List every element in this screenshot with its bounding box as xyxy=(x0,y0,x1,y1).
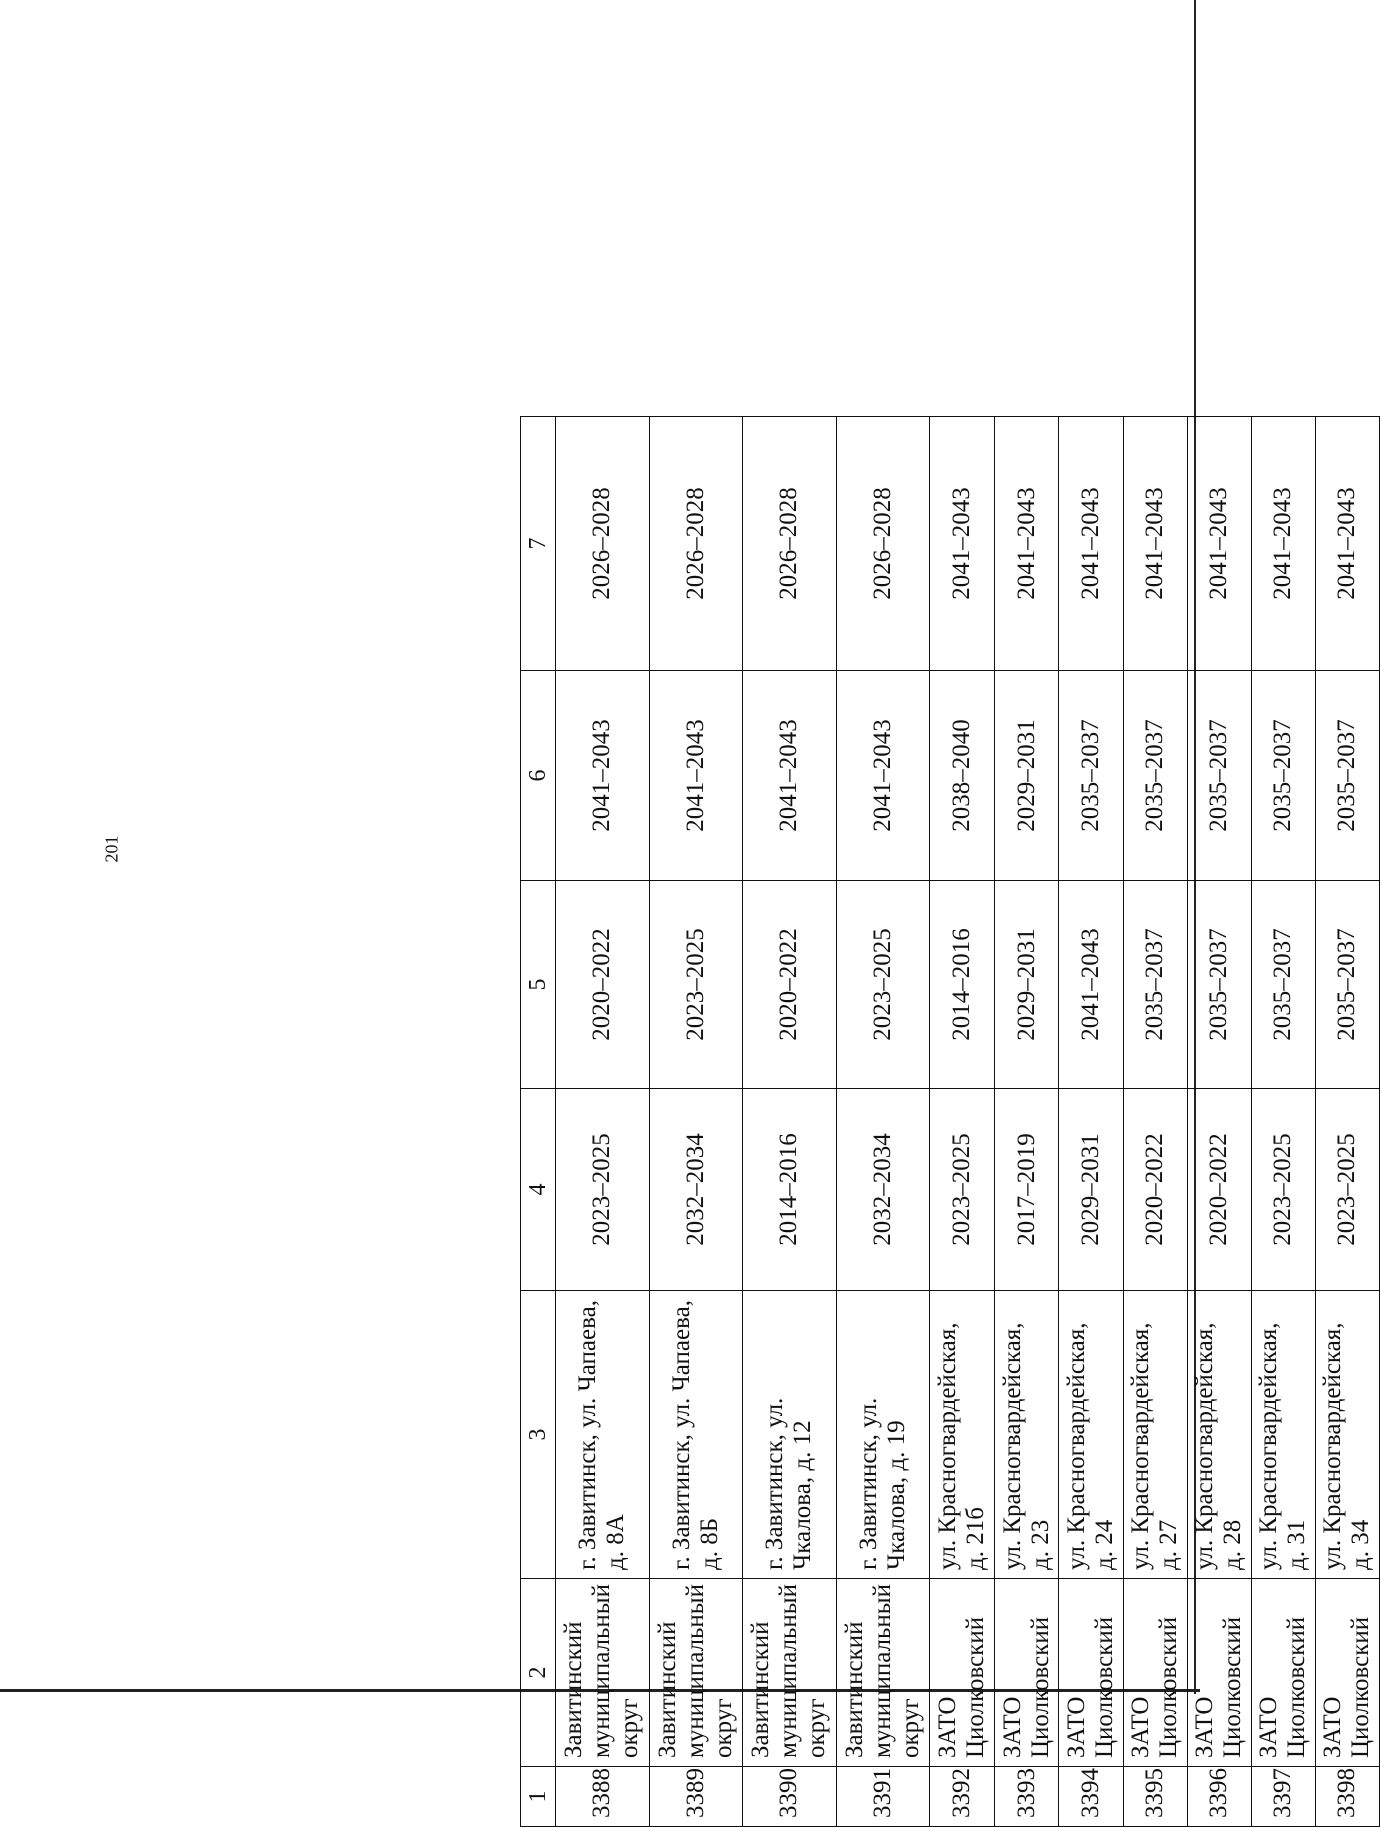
table-cell-col6: 2035–2037 xyxy=(1251,671,1315,881)
table-cell-col4: 2029–2031 xyxy=(1059,1089,1123,1291)
table-row xyxy=(1187,417,1251,1827)
table-cell-col7: 2026–2028 xyxy=(743,417,837,671)
table-cell-col6: 2035–2037 xyxy=(1315,671,1379,881)
table-cell-col7: 2041–2043 xyxy=(1187,417,1251,671)
table-cell-col6: 2038–2040 xyxy=(930,671,995,881)
table-cell-col1: 3398 xyxy=(1315,1767,1379,1827)
table-cell-col1: 3391 xyxy=(836,1767,930,1827)
table-cell-col6: 2041–2043 xyxy=(556,671,650,881)
table-cell-col6: 2029–2031 xyxy=(995,671,1059,881)
table-cell-col3: ул. Красногвардейская, д. 28 xyxy=(1187,1291,1251,1579)
table-cell-col5: 2020–2022 xyxy=(556,881,650,1089)
table-cell-col1: 3392 xyxy=(930,1767,995,1827)
table-cell-col7: 2041–2043 xyxy=(1123,417,1187,671)
header-cell-5: 5 xyxy=(521,881,556,1089)
table-cell-col7: 2026–2028 xyxy=(556,417,650,671)
page-number: 201 xyxy=(101,835,122,863)
document-table xyxy=(520,416,1380,1827)
table-row xyxy=(930,417,995,1827)
table-cell-col3: ул. Красногвардейская, д. 24 xyxy=(1059,1291,1123,1579)
table-cell-col1: 3390 xyxy=(743,1767,837,1827)
table-cell-col2: Завитинский муниципальный округ xyxy=(836,1579,930,1767)
header-cell-7: 7 xyxy=(521,417,556,671)
table-cell-col4: 2032–2034 xyxy=(649,1089,743,1291)
table-row xyxy=(1123,417,1187,1827)
table-cell-col7: 2041–2043 xyxy=(995,417,1059,671)
table-row xyxy=(743,417,837,1827)
table-row xyxy=(836,417,930,1827)
table-cell-col2: ЗАТО Циолковский xyxy=(1315,1579,1379,1767)
table-body xyxy=(556,417,1380,1827)
table-cell-col2: ЗАТО Циолковский xyxy=(1251,1579,1315,1767)
table-cell-col3: ул. Красногвардейская, д. 23 xyxy=(995,1291,1059,1579)
table-cell-col3: ул. Красногвардейская, д. 31 xyxy=(1251,1291,1315,1579)
table-cell-col2: ЗАТО Циолковский xyxy=(930,1579,995,1767)
table-cell-col5: 2023–2025 xyxy=(649,881,743,1089)
table-cell-col4: 2032–2034 xyxy=(836,1089,930,1291)
table-cell-col7: 2041–2043 xyxy=(1251,417,1315,671)
table-cell-col5: 2035–2037 xyxy=(1315,881,1379,1089)
table-cell-col1: 3395 xyxy=(1123,1767,1187,1827)
header-cell-4: 4 xyxy=(521,1089,556,1291)
table-cell-col6: 2041–2043 xyxy=(743,671,837,881)
table-cell-col3: г. Завитинск, ул. Чкалова, д. 19 xyxy=(836,1291,930,1579)
table-cell-col7: 2041–2043 xyxy=(1059,417,1123,671)
table-cell-col4: 2023–2025 xyxy=(556,1089,650,1291)
table-cell-col6: 2035–2037 xyxy=(1187,671,1251,881)
table-cell-col4: 2020–2022 xyxy=(1187,1089,1251,1291)
table-cell-col2: ЗАТО Циолковский xyxy=(1187,1579,1251,1767)
table-cell-col7: 2041–2043 xyxy=(930,417,995,671)
table-cell-col3: ул. Красногвардейская, д. 21б xyxy=(930,1291,995,1579)
table-cell-col3: ул. Красногвардейская, д. 27 xyxy=(1123,1291,1187,1579)
table-row xyxy=(1315,417,1379,1827)
table-row xyxy=(1059,417,1123,1827)
table-cell-col3: ул. Красногвардейская, д. 34 xyxy=(1315,1291,1379,1579)
table-cell-col7: 2026–2028 xyxy=(836,417,930,671)
table-cell-col1: 3394 xyxy=(1059,1767,1123,1827)
table-cell-col4: 2023–2025 xyxy=(1251,1089,1315,1291)
table-row xyxy=(556,417,650,1827)
table-cell-col6: 2041–2043 xyxy=(836,671,930,881)
table-cell-col3: г. Завитинск, ул. Чкалова, д. 12 xyxy=(743,1291,837,1579)
table-cell-col6: 2041–2043 xyxy=(649,671,743,881)
table-cell-col3: г. Завитинск, ул. Чапаева, д. 8Б xyxy=(649,1291,743,1579)
table-cell-col4: 2020–2022 xyxy=(1123,1089,1187,1291)
header-cell-3: 3 xyxy=(521,1291,556,1579)
table-cell-col2: ЗАТО Циолковский xyxy=(1059,1579,1123,1767)
table-cell-col2: Завитинский муниципальный округ xyxy=(556,1579,650,1767)
table-cell-col4: 2014–2016 xyxy=(743,1089,837,1291)
table-cell-col5: 2023–2025 xyxy=(836,881,930,1089)
table-cell-col2: Завитинский муниципальный округ xyxy=(649,1579,743,1767)
table-cell-col1: 3396 xyxy=(1187,1767,1251,1827)
header-cell-1: 1 xyxy=(521,1767,556,1827)
table-cell-col1: 3397 xyxy=(1251,1767,1315,1827)
table-cell-col1: 3393 xyxy=(995,1767,1059,1827)
table-cell-col4: 2017–2019 xyxy=(995,1089,1059,1291)
header-cell-2: 2 xyxy=(521,1579,556,1767)
table-cell-col5: 2014–2016 xyxy=(930,881,995,1089)
table-cell-col6: 2035–2037 xyxy=(1123,671,1187,881)
table-cell-col5: 2041–2043 xyxy=(1059,881,1123,1089)
table-cell-col4: 2023–2025 xyxy=(1315,1089,1379,1291)
table-cell-col4: 2023–2025 xyxy=(930,1089,995,1291)
table-cell-col5: 2035–2037 xyxy=(1251,881,1315,1089)
table-cell-col2: ЗАТО Циолковский xyxy=(995,1579,1059,1767)
table-cell-col1: 3389 xyxy=(649,1767,743,1827)
document-table-frame xyxy=(520,417,1380,1827)
table-cell-col3: г. Завитинск, ул. Чапаева, д. 8А xyxy=(556,1291,650,1579)
table-cell-col6: 2035–2037 xyxy=(1059,671,1123,881)
header-cell-6: 6 xyxy=(521,671,556,881)
table-cell-col7: 2026–2028 xyxy=(649,417,743,671)
table-row xyxy=(649,417,743,1827)
table-cell-col2: Завитинский муниципальный округ xyxy=(743,1579,837,1767)
table-row xyxy=(995,417,1059,1827)
table-cell-col1: 3388 xyxy=(556,1767,650,1827)
table-cell-col5: 2035–2037 xyxy=(1187,881,1251,1089)
table-cell-col7: 2041–2043 xyxy=(1315,417,1379,671)
table-cell-col5: 2029–2031 xyxy=(995,881,1059,1089)
table-cell-col2: ЗАТО Циолковский xyxy=(1123,1579,1187,1767)
header-row xyxy=(521,417,556,1827)
table-cell-col5: 2035–2037 xyxy=(1123,881,1187,1089)
table-cell-col5: 2020–2022 xyxy=(743,881,837,1089)
table-row xyxy=(1251,417,1315,1827)
